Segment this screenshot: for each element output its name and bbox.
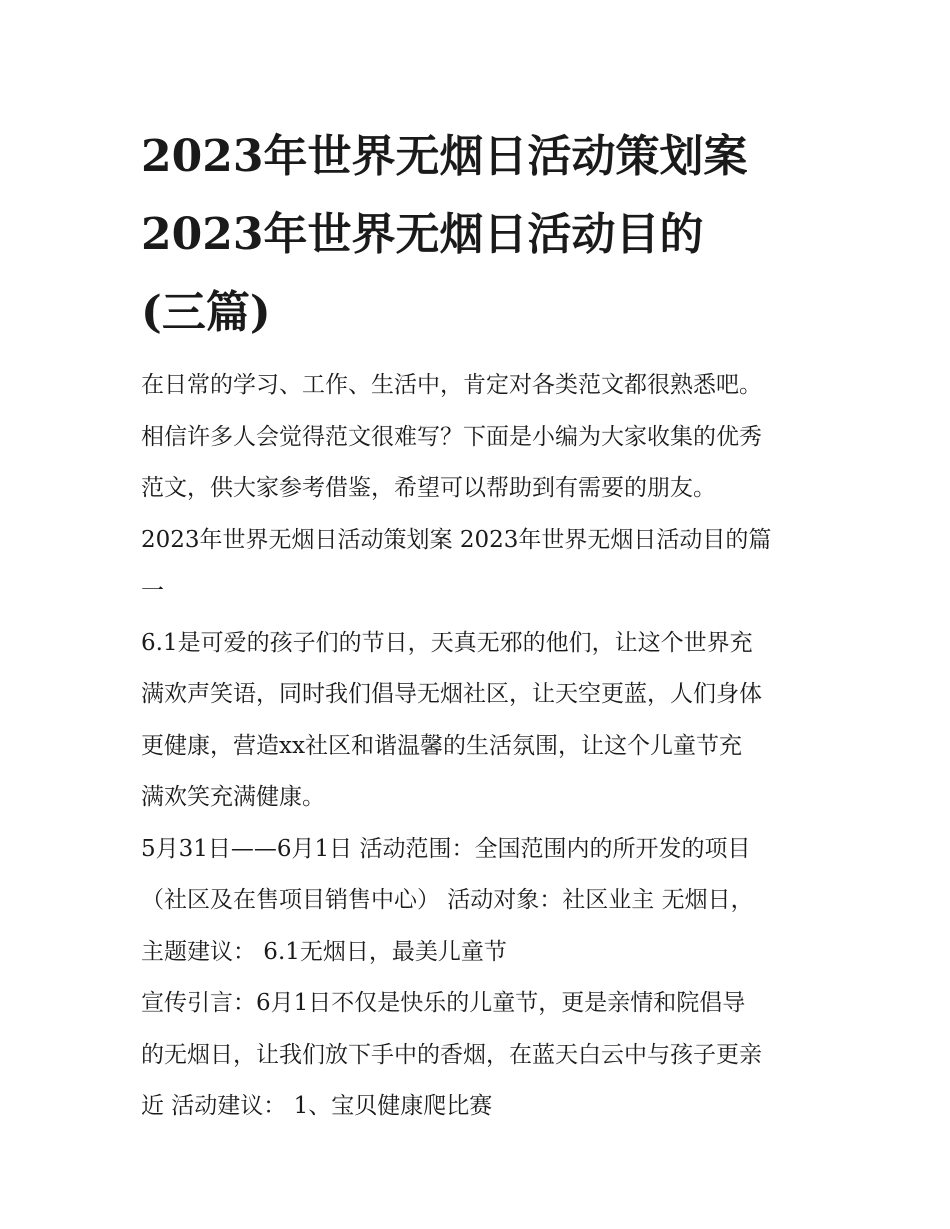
text-line: 更健康，营造xx社区和谐温馨的生活氛围，让这个儿童节充 [141,732,742,759]
text-line: 满欢笑充满健康。 [141,784,325,810]
title-line-2: 2023年世界无烟日活动目的 [141,209,704,260]
text-line: 在日常的学习、工作、生活中，肯定对各类范文都很熟悉吧。 [141,372,762,398]
text-line: 宣传引言：6月1日不仅是快乐的儿童节，更是亲情和院倡导 [141,990,746,1016]
slogan-paragraph [141,978,821,1133]
text-line: 一 [141,578,164,604]
section-heading [141,515,821,618]
title-line-1: 2023年世界无烟日活动策划案 [141,131,748,182]
text-line: 5月31日——6月1日 活动范围：全国范围内的所开发的项目 [141,835,751,862]
text-line: 6.1是可爱的孩子们的节日，天真无邪的他们，让这个世界充 [141,629,753,656]
body-paragraph [141,618,821,824]
document-title [141,118,821,352]
text-line: 的无烟日，让我们放下手中的香烟，在蓝天白云中与孩子更亲 [141,1041,762,1068]
intro-paragraph [141,360,821,515]
text-line: 主题建议： 6.1无烟日，最美儿童节 [141,938,507,965]
text-line: 2023年世界无烟日活动策划案 2023年世界无烟日活动目的篇 [141,526,772,553]
activity-info-paragraph [141,824,821,979]
text-line: 满欢声笑语，同时我们倡导无烟社区，让天空更蓝，人们身体 [141,681,762,707]
text-line: 范文，供大家参考借鉴，希望可以帮助到有需要的朋友。 [141,475,716,501]
document-page [141,118,821,1133]
text-line: （社区及在售项目销售中心） 活动对象：社区业主 无烟日， [141,887,754,913]
text-line: 近 活动建议： 1、宝贝健康爬比赛 [141,1093,493,1119]
title-line-3: (三篇) [141,287,271,338]
text-line: 相信许多人会觉得范文很难写？下面是小编为大家收集的优秀 [141,423,762,450]
